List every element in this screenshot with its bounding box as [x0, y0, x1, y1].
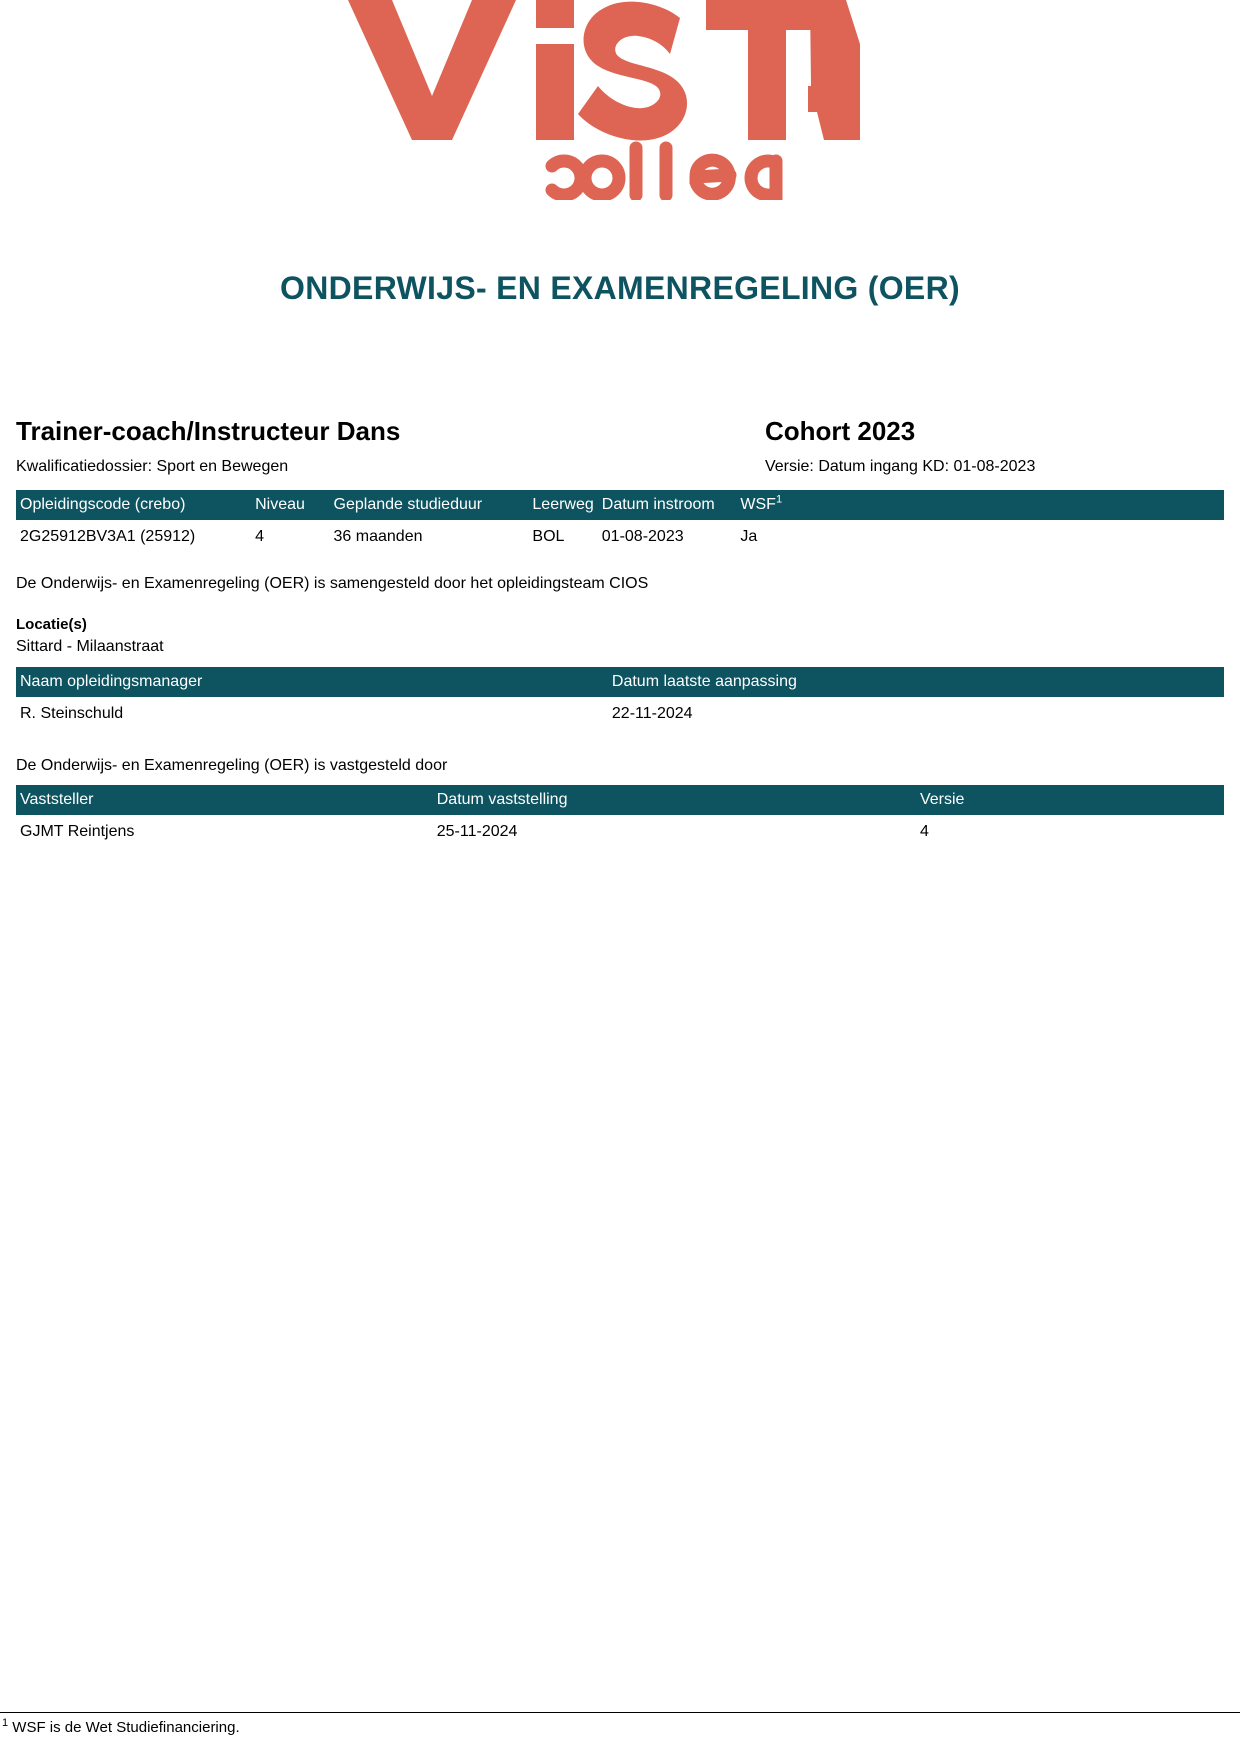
composed-by-text: De Onderwijs- en Examenregeling (OER) is samengesteld door het opleidingsteam CIOS	[16, 575, 649, 593]
footnote	[0, 1719, 1240, 1737]
table-row	[16, 520, 1224, 552]
logo-block	[16, 0, 1224, 200]
program-table	[16, 490, 1224, 552]
footnote-area	[0, 1712, 1240, 1737]
col-opleidingscode: Opleidingscode (crebo)	[16, 490, 251, 520]
col-vaststeller: Vaststeller	[16, 785, 433, 815]
established-table	[16, 785, 1224, 847]
manager-table	[16, 667, 1224, 729]
col-datum-instroom: Datum instroom	[598, 490, 737, 520]
wsf-footnote-marker: 1	[775, 493, 783, 506]
qualification-line: Kwalificatiedossier: Sport en Bewegen	[16, 457, 289, 475]
vista-college-logo	[340, 0, 860, 200]
version-line: Versie: Datum ingang KD: 01-08-2023	[764, 457, 1036, 475]
col-wsf	[736, 490, 1224, 520]
col-leerweg: Leerweg	[528, 490, 597, 520]
cell-datum-instroom: 01-08-2023	[601, 528, 684, 546]
table-row	[16, 697, 1224, 729]
logo-icon	[340, 0, 860, 200]
table-header-row	[16, 785, 1224, 815]
col-datum-vaststelling: Datum vaststelling	[433, 785, 916, 815]
location-value: Sittard - Milaanstraat	[16, 638, 164, 656]
cell-opleidingsmanager: R. Steinschuld	[20, 705, 124, 723]
col-studieduur: Geplande studieduur	[330, 490, 529, 520]
col-datum-aanpassing: Datum laatste aanpassing	[608, 667, 1224, 697]
table-header-row	[16, 490, 1224, 520]
col-wsf-label: WSF	[740, 496, 776, 514]
cell-vaststeller: GJMT Reintjens	[20, 822, 135, 840]
header-info	[16, 417, 1224, 476]
cell-wsf: Ja	[740, 528, 758, 546]
col-niveau: Niveau	[251, 490, 329, 520]
cohort-label: Cohort 2023	[764, 416, 916, 446]
cell-niveau: 4	[255, 528, 265, 546]
table-header-row	[16, 667, 1224, 697]
cell-datum-aanpassing: 22-11-2024	[611, 705, 693, 723]
cell-leerweg: BOL	[532, 528, 565, 546]
footnote-body: WSF is de Wet Studiefinanciering.	[12, 1719, 240, 1736]
footnote-divider	[0, 1712, 1240, 1713]
footnote-marker: 1	[2, 1717, 9, 1729]
col-versie: Versie	[916, 785, 1224, 815]
established-by-text: De Onderwijs- en Examenregeling (OER) is vastgesteld door	[16, 756, 448, 774]
cell-versie: 4	[919, 822, 929, 840]
program-name: Trainer-coach/Instructeur Dans	[16, 416, 401, 446]
location-label: Locatie(s)	[16, 616, 87, 634]
col-opleidingsmanager: Naam opleidingsmanager	[16, 667, 608, 697]
table-row	[16, 815, 1224, 847]
cell-datum-vaststelling: 25-11-2024	[436, 822, 518, 840]
cell-studieduur: 36 maanden	[333, 528, 423, 546]
cell-opleidingscode: 2G25912BV3A1 (25912)	[20, 528, 196, 546]
page-title: ONDERWIJS- EN EXAMENREGELING (OER)	[280, 270, 960, 306]
